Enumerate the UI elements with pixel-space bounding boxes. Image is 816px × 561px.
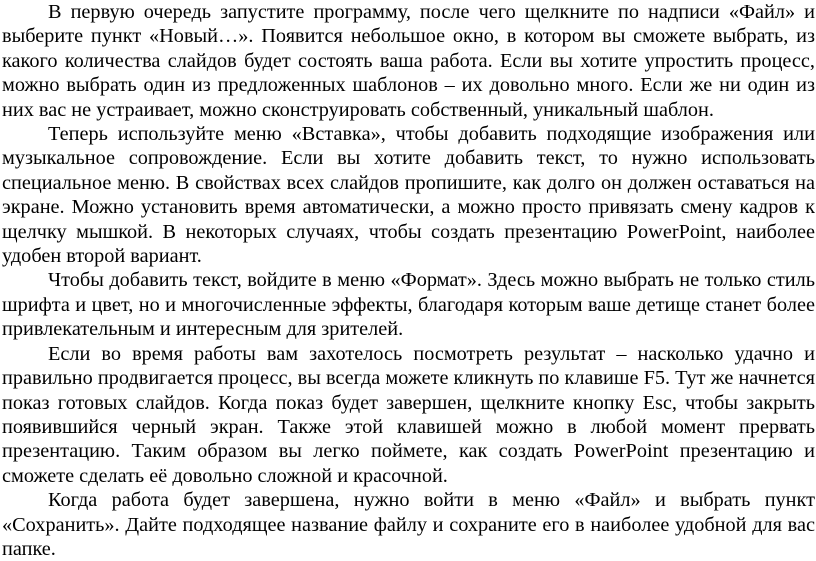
paragraph-save-file: Когда работа будет завершена, нужно войти в меню «Файл» и выбрать пункт «Сохранить». Дайте подходящее название файлу и сохраните его в наиболее удобной для вас папке. xyxy=(2,489,815,560)
paragraph-insert-menu: Теперь используйте меню «Вставка», чтобы добавить подходящие изображения или музыкальное сопровождение. Если вы хотите добавить текст, то нужно использовать специальное меню. В свойствах всех слайдов пропишите, как долго он должен оставаться на экране. Можно установить время автоматически, а можно просто привязать смену кадров к щелчку мышкой. В некоторых случаях, чтобы создать презентацию PowerPoint, наиболее удобен второй вариант. xyxy=(2,123,815,268)
paragraph-preview-f5: Если во время работы вам захотелось посмотреть результат – насколько удачно и правильно продвигается процесс, вы всегда можете кликнуть по клавише F5. Тут же начнется показ готовых слайдов. Когда показ будет завершен, щелкните кнопку Esc, чтобы закрыть появившийся черный экран. Также этой клавишей можно в любой момент прервать презентацию. Таким образом вы легко поймете, как создать PowerPoint презентацию и сможете сделать её довольно сложной и красочной. xyxy=(2,342,815,487)
paragraph-open-program: В первую очередь запустите программу, после чего щелкните по надписи «Файл» и выберите пункт «Новый…». Появится небольшое окно, в котором вы сможете выбрать, из какого количества слайдов будет состоять ваша работа. Если вы хотите упростить процесс, можно выбрать один из предложенных шаблонов – их довольно много. Если же ни один из них вас не устраивает, можно сконструировать собственный, уникальный шаблон. xyxy=(2,1,815,121)
paragraph-format-menu: Чтобы добавить текст, войдите в меню «Формат». Здесь можно выбрать не только стиль шрифта и цвет, но и многочисленные эффекты, благодаря которым ваше детище станет более привлекательным и интересным для зрителей. xyxy=(2,269,815,341)
